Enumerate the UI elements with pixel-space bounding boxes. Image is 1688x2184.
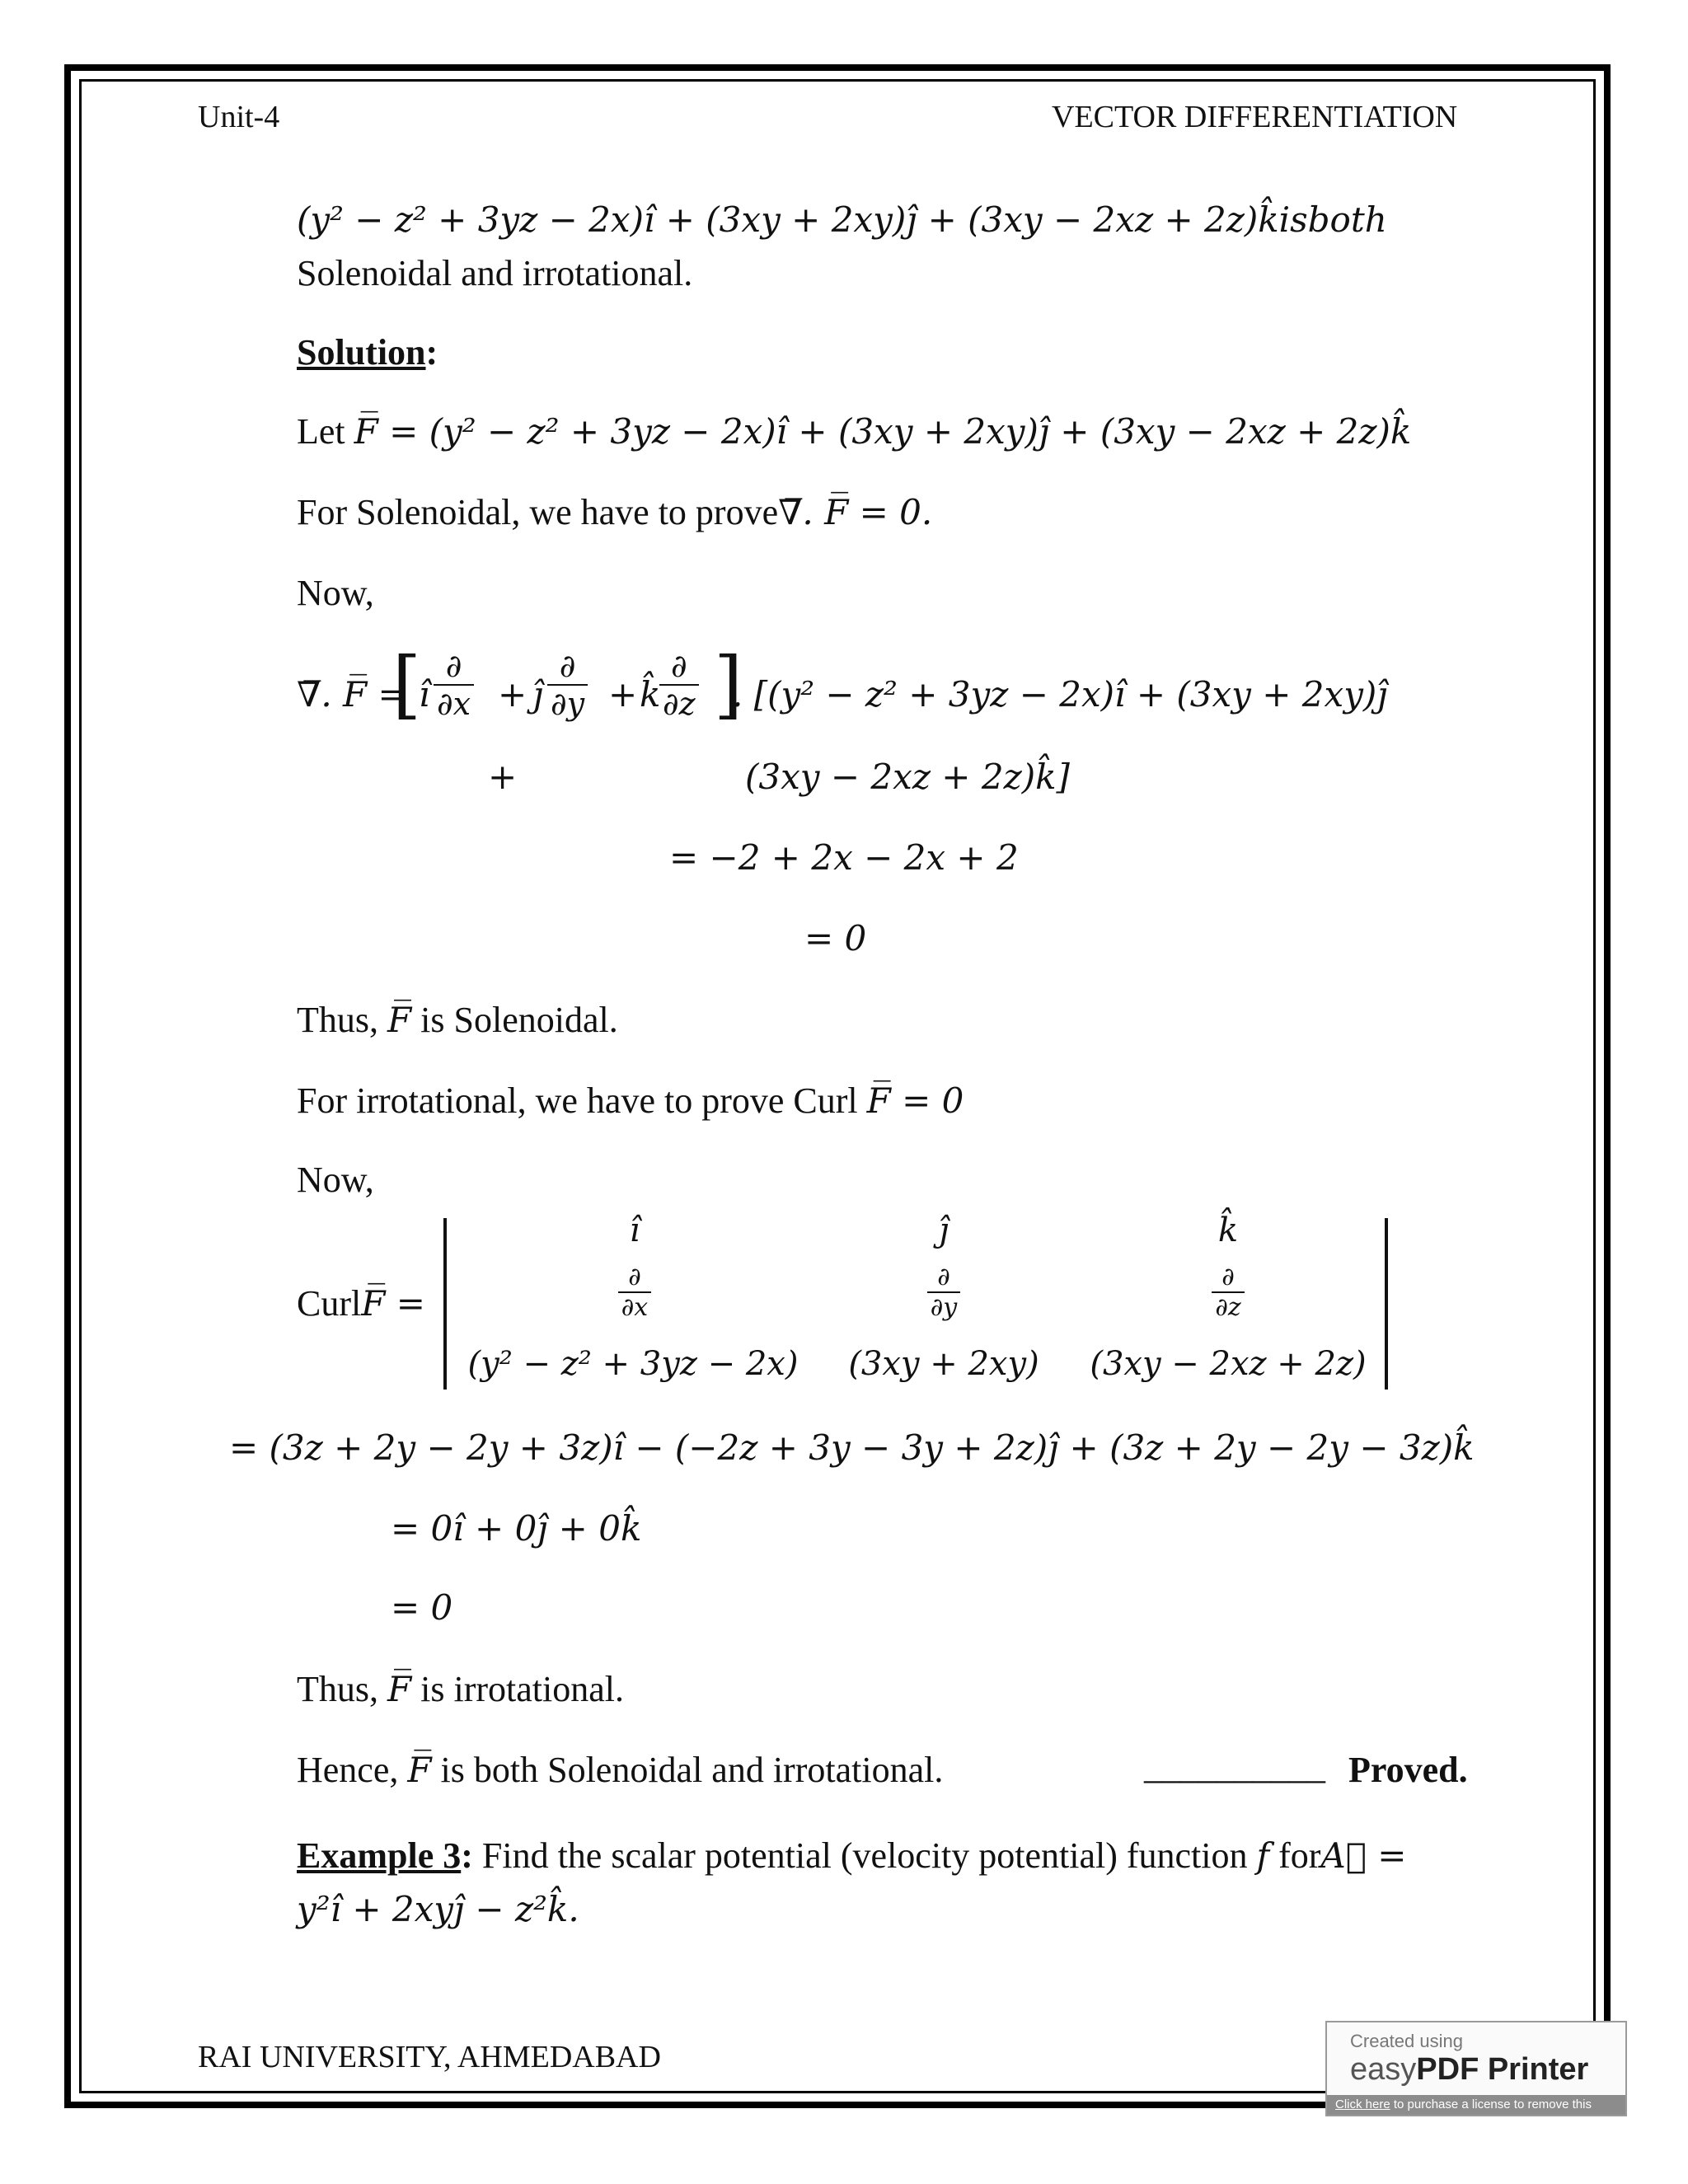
- watermark-brand: [1350, 2052, 1588, 2088]
- det-r1-c1: î: [629, 1212, 640, 1249]
- example-3-text: Find the scalar potential (velocity potential) function: [472, 1835, 1257, 1876]
- example-3-line-1: [297, 1835, 1406, 1877]
- div-frac-y-den: ∂y: [551, 686, 585, 722]
- header-unit: Unit-4: [198, 100, 280, 134]
- det-r2-c1-num: ∂: [618, 1263, 651, 1293]
- solenoidal-condition-math: ∇̅. F̅ = 0.: [778, 492, 933, 532]
- det-r2-c3-den: ∂z: [1215, 1293, 1241, 1322]
- div-plus-1: +: [498, 674, 528, 715]
- intro-line-2: Solenoidal and irrotational.: [297, 253, 693, 293]
- irrotational-conclusion: [297, 1668, 624, 1710]
- proved-underline: __________: [1144, 1746, 1325, 1787]
- curl-label-text: Curl: [297, 1283, 362, 1324]
- example-3-colon: :: [461, 1835, 473, 1876]
- div-plus-continuation: +: [488, 757, 518, 797]
- solenoidal-conclusion: [297, 999, 618, 1041]
- let-text: Let: [297, 411, 354, 452]
- div-frac-x-den: ∂x: [437, 686, 471, 722]
- curl-label: [297, 1282, 425, 1324]
- det-r2-c2: [824, 1263, 1063, 1322]
- div-rhs-line-2: (3xy − 2xz + 2z)k̂]: [745, 757, 1070, 797]
- hence-math: F̅: [407, 1750, 432, 1790]
- det-r2-c1-den: ∂x: [621, 1293, 649, 1322]
- example-3-math-a: A⃗ =: [1320, 1835, 1407, 1876]
- watermark-license-bar: [1327, 2095, 1625, 2131]
- curl-step-2: = 0î + 0ĵ + 0k̂: [391, 1508, 642, 1549]
- curl-step-3: = 0: [391, 1587, 453, 1628]
- det-r3-c1: (y² − z² + 3yz − 2x): [467, 1345, 799, 1383]
- irrotational-conclusion-math: F̅: [387, 1669, 412, 1709]
- now-2: Now,: [297, 1160, 374, 1200]
- hence-pre: Hence,: [297, 1750, 408, 1790]
- now-1: Now,: [297, 573, 374, 613]
- div-step-2: = 0: [804, 918, 867, 958]
- irrotational-condition-text: For irrotational, we have to prove Curl: [297, 1080, 867, 1121]
- det-r3-c3: (3xy − 2xz + 2z): [1090, 1345, 1367, 1383]
- det-r1-c2: ĵ: [938, 1212, 950, 1249]
- div-i: î: [419, 674, 430, 715]
- irrotational-conclusion-pre: Thus,: [297, 1669, 387, 1709]
- solenoidal-conclusion-post: is Solenoidal.: [411, 1000, 618, 1040]
- curl-label-math: F̅ =: [361, 1283, 425, 1324]
- footer-university: RAI UNIVERSITY, AHMEDABAD: [198, 2040, 661, 2074]
- curl-step-1: = (3z + 2y − 2y + 3z)î − (−2z + 3y − 3y + 2z)ĵ + (3z + 2y − 2y − 3z)k̂: [229, 1427, 1475, 1468]
- solution-heading: [297, 331, 438, 373]
- watermark-line-1: Created using: [1350, 2031, 1463, 2051]
- div-k: k̂: [640, 674, 661, 715]
- solution-label: Solution: [297, 332, 426, 373]
- div-frac-z: [659, 648, 699, 722]
- div-rhs-line-1: . [(y² − z² + 3yz − 2x)î + (3xy + 2xy)ĵ: [732, 674, 1388, 715]
- det-r2-c2-num: ∂: [927, 1263, 960, 1293]
- proved-label: Proved.: [1348, 1750, 1468, 1790]
- solenoidal-conclusion-math: F̅: [387, 1000, 412, 1040]
- div-frac-y-num: ∂: [547, 648, 588, 686]
- det-r2-c2-den: ∂y: [930, 1293, 958, 1322]
- watermark-license-text: to purchase a license to remove this image: [1335, 2097, 1592, 2131]
- let-line: [297, 410, 1411, 452]
- watermark-brand-name: PDF Printer: [1416, 2052, 1589, 2087]
- solenoidal-conclusion-pre: Thus,: [297, 1000, 387, 1040]
- det-r3-c2: (3xy + 2xy): [848, 1345, 1039, 1383]
- watermark-brand-easy: easy: [1350, 2052, 1417, 2087]
- div-step-1: = −2 + 2x − 2x + 2: [669, 837, 1019, 878]
- div-bracket-open: [: [392, 641, 422, 728]
- hence-line: [297, 1749, 943, 1791]
- solenoidal-condition: [297, 491, 932, 533]
- div-frac-x-num: ∂: [434, 648, 474, 686]
- irrotational-conclusion-post: is irrotational.: [411, 1669, 624, 1709]
- det-r2-c1: [462, 1263, 808, 1322]
- div-frac-y: [547, 648, 588, 722]
- irrotational-condition: [297, 1080, 964, 1122]
- solenoidal-condition-text: For Solenoidal, we have to prove: [297, 492, 779, 532]
- det-right-bar: [1385, 1218, 1388, 1390]
- example-3-math-f: f: [1256, 1835, 1270, 1876]
- det-r2-c3: [1071, 1263, 1385, 1322]
- example-3-label: Example 3: [297, 1835, 462, 1876]
- div-bracket-close: ]: [714, 641, 743, 728]
- div-j: ĵ: [532, 674, 544, 715]
- intro-line-1: (y² − z² + 3yz − 2x)î + (3xy + 2xy)ĵ + (3xy − 2xz + 2z)k̂isboth: [297, 199, 1387, 240]
- pdf-printer-watermark[interactable]: [1325, 2021, 1627, 2131]
- solution-colon: :: [425, 332, 438, 373]
- det-r1-c3: k̂: [1217, 1212, 1239, 1249]
- div-frac-z-num: ∂: [659, 648, 699, 686]
- div-frac-x: [434, 648, 474, 722]
- let-math: F̅ = (y² − z² + 3yz − 2x)î + (3xy + 2xy)ĵ + (3xy − 2xz + 2z)k̂: [354, 411, 1412, 452]
- div-frac-z-den: ∂z: [663, 686, 696, 722]
- watermark-click-here-link[interactable]: Click here: [1335, 2097, 1390, 2111]
- det-left-bar: [443, 1218, 447, 1390]
- example-3-for: for: [1269, 1835, 1321, 1876]
- header-title: VECTOR DIFFERENTIATION: [1052, 100, 1458, 134]
- example-3-line-2: y²î + 2xyĵ − z²k̂.: [297, 1889, 579, 1929]
- hence-post: is both Solenoidal and irrotational.: [431, 1750, 944, 1790]
- div-lhs: ∇̅. F̅ =: [297, 674, 407, 715]
- irrotational-condition-math: F̅ = 0: [866, 1080, 964, 1121]
- div-plus-2: +: [608, 674, 638, 715]
- det-r2-c3-num: ∂: [1212, 1263, 1244, 1293]
